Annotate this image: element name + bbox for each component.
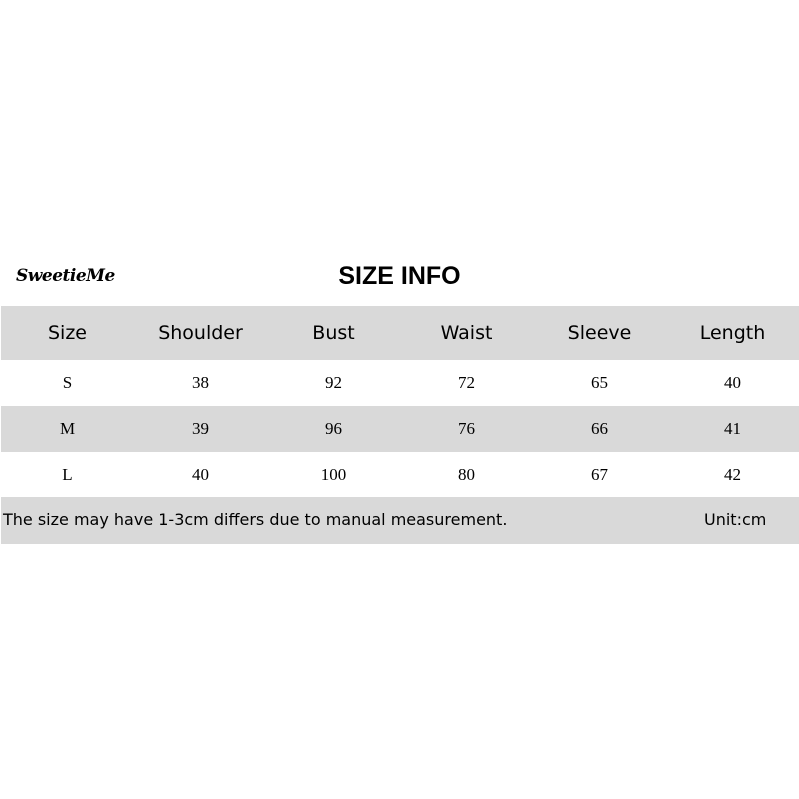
header-shoulder: Shoulder bbox=[158, 322, 243, 344]
page-title: SIZE INFO bbox=[338, 262, 461, 290]
table-row bbox=[1, 452, 799, 498]
table-cell: S bbox=[62, 373, 73, 392]
table-cell: 96 bbox=[325, 419, 342, 438]
header-length: Length bbox=[699, 322, 766, 344]
table-cell: 42 bbox=[724, 465, 741, 484]
measurement-note: The size may have 1-3cm differs due to manual measurement. bbox=[3, 510, 508, 529]
table-cell: 40 bbox=[192, 465, 209, 484]
table-cell: 72 bbox=[458, 373, 475, 392]
header-waist: Waist bbox=[440, 322, 493, 344]
brand-logo: SweetieMe bbox=[16, 266, 115, 286]
table-cell: 76 bbox=[458, 419, 475, 438]
table-cell: 80 bbox=[458, 465, 475, 484]
table-cell: 40 bbox=[724, 373, 741, 392]
table-header-row bbox=[1, 306, 799, 360]
header-size: Size bbox=[47, 322, 87, 344]
header-bust: Bust bbox=[312, 322, 355, 344]
table-cell: 92 bbox=[325, 373, 342, 392]
size-table bbox=[1, 306, 799, 498]
table-cell: L bbox=[62, 465, 73, 484]
table-cell: 66 bbox=[591, 419, 608, 438]
table-cell: M bbox=[59, 419, 76, 438]
unit-label: Unit:cm bbox=[704, 510, 767, 529]
table-cell: 39 bbox=[192, 419, 209, 438]
table-cell: 38 bbox=[192, 373, 209, 392]
footer-bar bbox=[1, 497, 799, 544]
table-cell: 65 bbox=[591, 373, 608, 392]
table-row bbox=[1, 406, 799, 452]
table-row bbox=[1, 360, 799, 406]
table-cell: 67 bbox=[591, 465, 608, 484]
table-cell: 41 bbox=[724, 419, 741, 438]
header-sleeve: Sleeve bbox=[567, 322, 632, 344]
table-cell: 100 bbox=[320, 465, 347, 484]
